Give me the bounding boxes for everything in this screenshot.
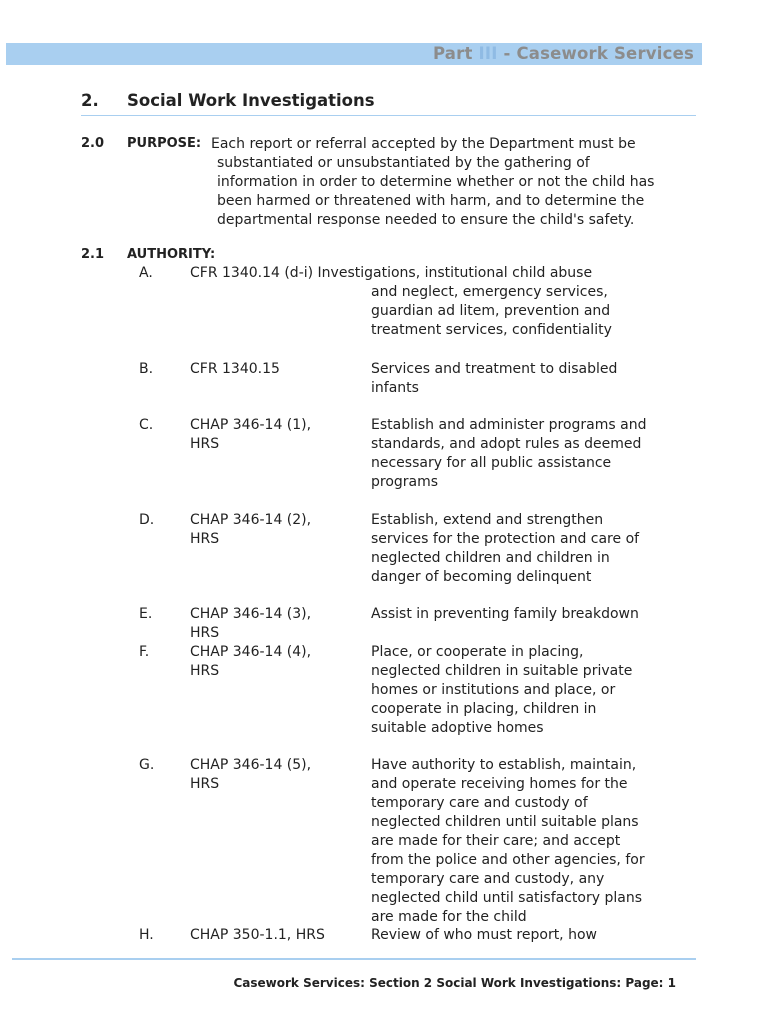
description-line: neglected children until suitable plans	[371, 814, 639, 830]
purpose-line: information in order to determine whether or not the child has	[217, 174, 655, 190]
authority-item-description	[371, 416, 681, 492]
authority-item-letter: E.	[139, 606, 153, 622]
description-line: neglected children in suitable private	[371, 663, 633, 679]
footer-text: Casework Services: Section 2 Social Work Investigations: Page: 1	[233, 976, 676, 990]
citation-line: CHAP 346-14 (4),	[190, 644, 312, 660]
description-line: from the police and other agencies, for	[371, 852, 645, 868]
description-line: guardian ad litem, prevention and	[371, 303, 611, 319]
section-heading	[81, 91, 696, 116]
authority-item-letter: C.	[139, 417, 154, 433]
description-line: suitable adoptive homes	[371, 720, 544, 736]
description-line: standards, and adopt rules as deemed	[371, 436, 642, 452]
authority-item-letter: D.	[139, 512, 155, 528]
header-bar	[6, 43, 702, 65]
authority-item-letter: A.	[139, 265, 153, 281]
description-line: danger of becoming delinquent	[371, 569, 592, 585]
purpose-line: departmental response needed to ensure the child's safety.	[217, 212, 635, 228]
description-line: homes or institutions and place, or	[371, 682, 616, 698]
citation-line: HRS	[190, 625, 220, 641]
description-line: treatment services, confidentiality	[371, 322, 612, 338]
authority-item-citation	[190, 264, 690, 283]
description-line: neglected children and children in	[371, 550, 610, 566]
description-line: neglected child until satisfactory plans	[371, 890, 642, 906]
authority-item-citation	[190, 511, 365, 549]
authority-item-citation	[190, 643, 365, 681]
citation-line: CHAP 346-14 (5),	[190, 757, 312, 773]
description-line: necessary for all public assistance	[371, 455, 612, 471]
citation-line: HRS	[190, 436, 220, 452]
authority-item-description	[371, 283, 681, 340]
citation-line: CHAP 346-14 (3),	[190, 606, 312, 622]
description-line: temporary care and custody of	[371, 795, 588, 811]
header-part-suffix: - Casework Services	[497, 44, 694, 63]
description-line: services for the protection and care of	[371, 531, 640, 547]
authority-item-letter: B.	[139, 361, 154, 377]
authority-item-letter: H.	[139, 927, 154, 943]
header-part-prefix: Part	[432, 44, 479, 63]
description-line: Review of who must report, how	[371, 927, 597, 943]
description-line: Have authority to establish, maintain,	[371, 757, 637, 773]
citation-line: CHAP 346-14 (2),	[190, 512, 312, 528]
section-number: 2.	[81, 91, 99, 110]
authority-item-description	[371, 360, 681, 398]
description-line: Establish and administer programs and	[371, 417, 647, 433]
citation-line: HRS	[190, 531, 220, 547]
purpose-number: 2.0	[81, 136, 105, 151]
citation-line: CFR 1340.15	[190, 361, 280, 377]
description-line: programs	[371, 474, 439, 490]
authority-item-description	[371, 605, 681, 624]
citation-line: CHAP 350-1.1, HRS	[190, 927, 325, 943]
authority-item-letter: F.	[139, 644, 150, 660]
authority-item-letter: G.	[139, 757, 155, 773]
citation-line: HRS	[190, 776, 220, 792]
authority-item-citation	[190, 416, 365, 454]
authority-number: 2.1	[81, 247, 105, 262]
section-title: Social Work Investigations	[127, 91, 375, 110]
header-part-number: III	[478, 44, 498, 63]
purpose-label: PURPOSE:	[127, 136, 202, 151]
authority-item-description	[371, 643, 681, 738]
purpose-line: been harmed or threatened with harm, and to determine the	[217, 193, 645, 209]
authority-item-citation	[190, 926, 365, 945]
citation-line: HRS	[190, 663, 220, 679]
description-line: Assist in preventing family breakdown	[371, 606, 639, 622]
authority-item-citation	[190, 605, 365, 643]
purpose-line: Each report or referral accepted by the Department must be	[211, 136, 636, 152]
authority-item-citation	[190, 756, 365, 794]
description-line: are made for the child	[371, 909, 527, 925]
authority-item-description	[371, 511, 681, 587]
description-line: cooperate in placing, children in	[371, 701, 597, 717]
citation-line: CHAP 346-14 (1),	[190, 417, 312, 433]
citation-line: CFR 1340.14 (d-i) Investigations, institutional child abuse	[190, 265, 593, 281]
description-line: Place, or cooperate in placing,	[371, 644, 584, 660]
purpose-line: substantiated or unsubstantiated by the gathering of	[217, 155, 590, 171]
authority-label: AUTHORITY:	[127, 247, 216, 262]
description-line: Establish, extend and strengthen	[371, 512, 604, 528]
authority-item-description	[371, 926, 681, 945]
description-line: are made for their care; and accept	[371, 833, 621, 849]
description-line: and operate receiving homes for the	[371, 776, 628, 792]
authority-item-description	[371, 756, 681, 927]
description-line: temporary care and custody, any	[371, 871, 605, 887]
description-line: infants	[371, 380, 419, 396]
authority-item-citation	[190, 360, 365, 379]
description-line: and neglect, emergency services,	[371, 284, 608, 300]
footer-rule	[12, 958, 696, 960]
description-line: Services and treatment to disabled	[371, 361, 618, 377]
header-title	[433, 44, 694, 63]
